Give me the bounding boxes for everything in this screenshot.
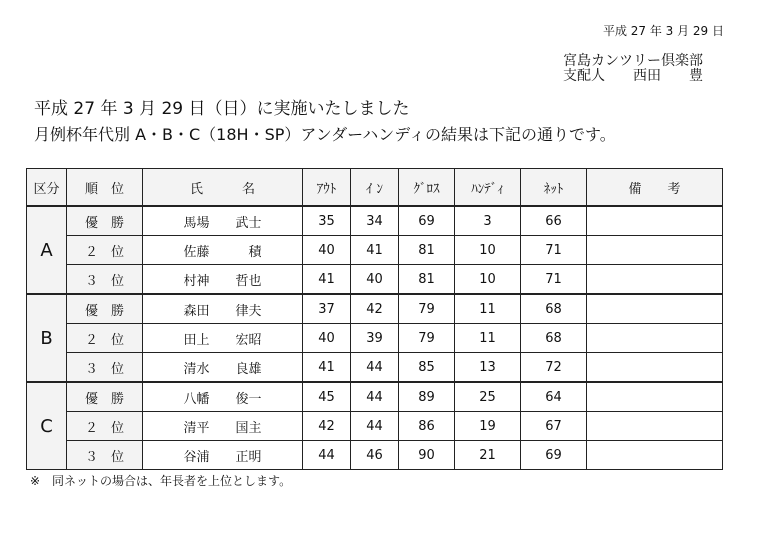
gross-cell: 69 xyxy=(399,206,455,236)
net-cell: 72 xyxy=(521,353,587,383)
header-handicap: ﾊﾝﾃﾞｨ xyxy=(455,169,521,207)
handicap-cell: 11 xyxy=(455,294,521,324)
name-cell: 田上 宏昭 xyxy=(143,324,303,353)
net-cell: 64 xyxy=(521,382,587,412)
table-row xyxy=(27,206,723,236)
net-cell: 66 xyxy=(521,206,587,236)
net-cell: 68 xyxy=(521,324,587,353)
gross-cell: 79 xyxy=(399,294,455,324)
gross-cell: 85 xyxy=(399,353,455,383)
in-cell: 42 xyxy=(351,294,399,324)
header-rank: 順 位 xyxy=(67,169,143,207)
gross-cell: 89 xyxy=(399,382,455,412)
handicap-cell: 10 xyxy=(455,236,521,265)
name-cell: 清水 良雄 xyxy=(143,353,303,383)
name-cell: 佐藤 積 xyxy=(143,236,303,265)
class-cell: A xyxy=(27,206,67,294)
name-cell: 村神 哲也 xyxy=(143,265,303,295)
header-row xyxy=(27,169,723,207)
in-cell: 44 xyxy=(351,412,399,441)
in-cell: 46 xyxy=(351,441,399,470)
footnote: ※ 同ネットの場合は、年長者を上位とします。 xyxy=(30,474,292,488)
out-cell: 40 xyxy=(303,236,351,265)
remarks-cell xyxy=(587,236,723,265)
header-remarks: 備 考 xyxy=(587,169,723,207)
name-cell: 八幡 俊一 xyxy=(143,382,303,412)
name-cell: 谷浦 正明 xyxy=(143,441,303,470)
out-cell: 45 xyxy=(303,382,351,412)
organization-block xyxy=(563,54,703,84)
out-cell: 35 xyxy=(303,206,351,236)
net-cell: 71 xyxy=(521,265,587,295)
out-cell: 40 xyxy=(303,324,351,353)
out-cell: 37 xyxy=(303,294,351,324)
table-row xyxy=(27,324,723,353)
header-class: 区分 xyxy=(27,169,67,207)
header-name: 氏 名 xyxy=(143,169,303,207)
net-cell: 71 xyxy=(521,236,587,265)
rank-cell: ２ 位 xyxy=(67,412,143,441)
net-cell: 68 xyxy=(521,294,587,324)
document-date: 平成 27 年 3 月 29 日 xyxy=(602,24,724,38)
remarks-cell xyxy=(587,382,723,412)
table-row xyxy=(27,294,723,324)
in-cell: 39 xyxy=(351,324,399,353)
handicap-cell: 25 xyxy=(455,382,521,412)
table-row xyxy=(27,382,723,412)
out-cell: 44 xyxy=(303,441,351,470)
handicap-cell: 19 xyxy=(455,412,521,441)
results-table xyxy=(26,168,723,470)
table-row xyxy=(27,353,723,383)
table-row xyxy=(27,236,723,265)
handicap-cell: 13 xyxy=(455,353,521,383)
header-net: ﾈｯﾄ xyxy=(521,169,587,207)
net-cell: 69 xyxy=(521,441,587,470)
in-cell: 44 xyxy=(351,382,399,412)
handicap-cell: 11 xyxy=(455,324,521,353)
table-row xyxy=(27,441,723,470)
out-cell: 42 xyxy=(303,412,351,441)
rank-cell: ３ 位 xyxy=(67,441,143,470)
header-out: ｱｳﾄ xyxy=(303,169,351,207)
rank-cell: ３ 位 xyxy=(67,353,143,383)
out-cell: 41 xyxy=(303,265,351,295)
name-cell: 清平 国主 xyxy=(143,412,303,441)
intro-line-1: 平成 27 年 3 月 29 日（日）に実施いたしました xyxy=(34,99,410,119)
gross-cell: 79 xyxy=(399,324,455,353)
remarks-cell xyxy=(587,441,723,470)
rank-cell: ３ 位 xyxy=(67,265,143,295)
table-row xyxy=(27,265,723,295)
rank-cell: 優 勝 xyxy=(67,382,143,412)
in-cell: 40 xyxy=(351,265,399,295)
gross-cell: 90 xyxy=(399,441,455,470)
class-cell: C xyxy=(27,382,67,470)
signatory: 支配人 西田 豊 xyxy=(563,68,703,84)
remarks-cell xyxy=(587,206,723,236)
organization-name: 宮島カンツリー倶楽部 xyxy=(563,53,703,69)
rank-cell: 優 勝 xyxy=(67,206,143,236)
gross-cell: 81 xyxy=(399,236,455,265)
gross-cell: 81 xyxy=(399,265,455,295)
in-cell: 41 xyxy=(351,236,399,265)
remarks-cell xyxy=(587,265,723,295)
handicap-cell: 21 xyxy=(455,441,521,470)
remarks-cell xyxy=(587,412,723,441)
handicap-cell: 3 xyxy=(455,206,521,236)
intro-line-2: 月例杯年代別 A・B・C（18H・SP）アンダーハンディの結果は下記の通りです。 xyxy=(34,125,616,144)
in-cell: 34 xyxy=(351,206,399,236)
handicap-cell: 10 xyxy=(455,265,521,295)
out-cell: 41 xyxy=(303,353,351,383)
header-gross: ｸﾞﾛｽ xyxy=(399,169,455,207)
rank-cell: ２ 位 xyxy=(67,324,143,353)
remarks-cell xyxy=(587,294,723,324)
remarks-cell xyxy=(587,353,723,383)
table-row xyxy=(27,412,723,441)
gross-cell: 86 xyxy=(399,412,455,441)
net-cell: 67 xyxy=(521,412,587,441)
name-cell: 馬場 武士 xyxy=(143,206,303,236)
rank-cell: 優 勝 xyxy=(67,294,143,324)
in-cell: 44 xyxy=(351,353,399,383)
rank-cell: ２ 位 xyxy=(67,236,143,265)
name-cell: 森田 律夫 xyxy=(143,294,303,324)
remarks-cell xyxy=(587,324,723,353)
header-in: ｲ ﾝ xyxy=(351,169,399,207)
class-cell: B xyxy=(27,294,67,382)
